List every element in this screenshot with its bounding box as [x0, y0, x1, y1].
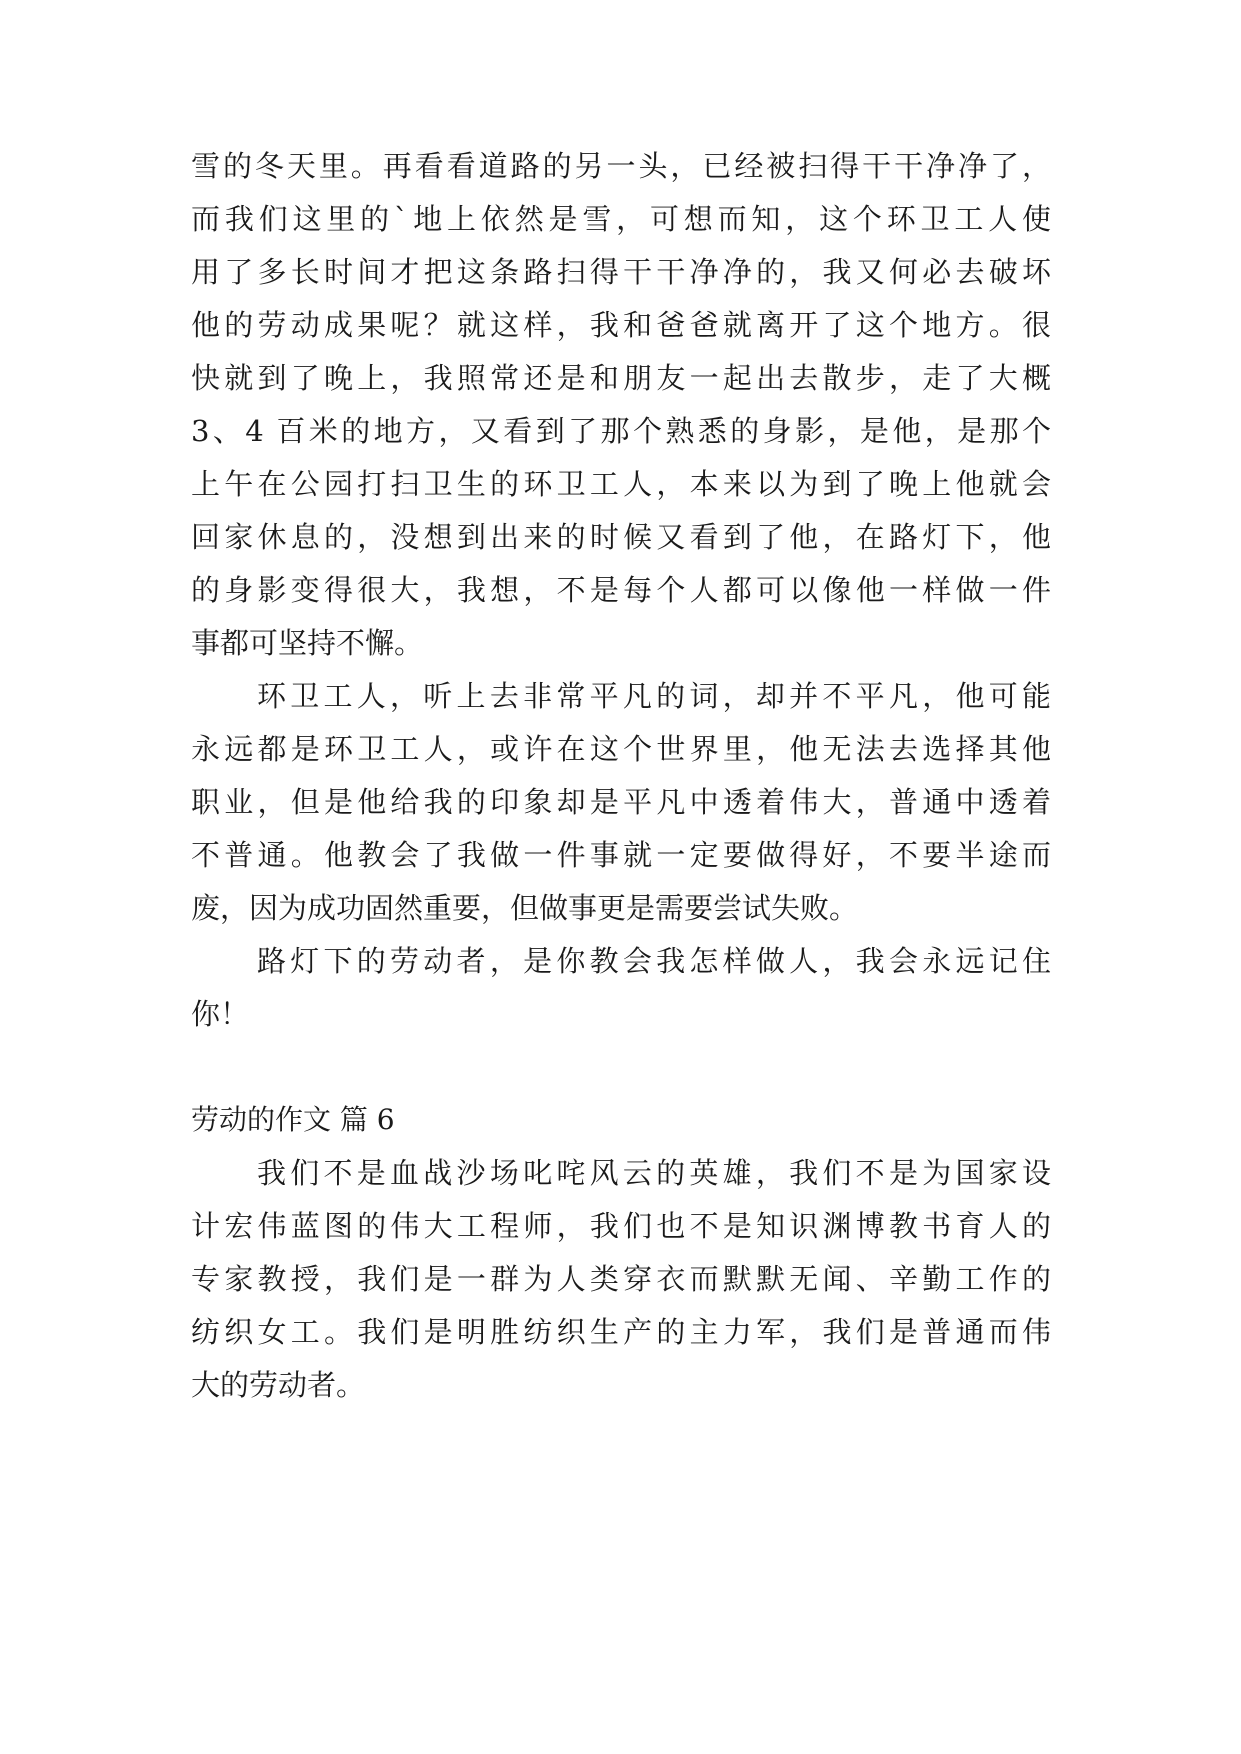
text-line: 雪的冬天里。再看看道路的另一头，已经被扫得干干净净了，: [191, 149, 1051, 183]
text-line: 3、4 百米的地方，又看到了那个熟悉的身影，是他，是那个: [191, 414, 1051, 448]
text-line: 用了多长时间才把这条路扫得干干净净的，我又何必去破坏: [191, 255, 1051, 289]
text-line: 大的劳动者。: [191, 1368, 366, 1402]
text-line: 快就到了晚上，我照常还是和朋友一起出去散步，走了大概: [191, 361, 1051, 395]
text-line: 纺织女工。我们是明胜纺织生产的主力军，我们是普通而伟: [191, 1315, 1051, 1349]
text-line: 他的劳动成果呢？就这样，我和爸爸就离开了这个地方。很: [191, 308, 1051, 342]
paragraph-first-line: 路灯下的劳动者，是你教会我怎样做人，我会永远记住: [257, 944, 1051, 978]
paragraph-first-line: 环卫工人，听上去非常平凡的词，却并不平凡，他可能: [257, 679, 1051, 713]
text-line: 永远都是环卫工人，或许在这个世界里，他无法去选择其他: [191, 732, 1051, 766]
text-line: 回家休息的，没想到出来的时候又看到了他，在路灯下，他: [191, 520, 1051, 554]
section-heading: 劳动的作文 篇 6: [191, 1103, 395, 1136]
text-line: 不普通。他教会了我做一件事就一定要做得好，不要半途而: [191, 838, 1051, 872]
text-line: 专家教授，我们是一群为人类穿衣而默默无闻、辛勤工作的: [191, 1262, 1051, 1296]
text-line: 的身影变得很大，我想，不是每个人都可以像他一样做一件: [191, 573, 1051, 607]
text-line: 而我们这里的`地上依然是雪，可想而知，这个环卫工人使: [191, 202, 1051, 236]
text-line: 职业，但是他给我的印象却是平凡中透着伟大，普通中透着: [191, 785, 1051, 819]
paragraph-first-line: 我们不是血战沙场叱咤风云的英雄，我们不是为国家设: [257, 1156, 1051, 1190]
text-line: 上午在公园打扫卫生的环卫工人，本来以为到了晚上他就会: [191, 467, 1051, 501]
text-line: 事都可坚持不懈。: [191, 626, 424, 660]
text-line: 废，因为成功固然重要，但做事更是需要尝试失败。: [191, 891, 859, 925]
text-line: 计宏伟蓝图的伟大工程师，我们也不是知识渊博教书育人的: [191, 1209, 1051, 1243]
text-line: 你！: [191, 997, 250, 1031]
